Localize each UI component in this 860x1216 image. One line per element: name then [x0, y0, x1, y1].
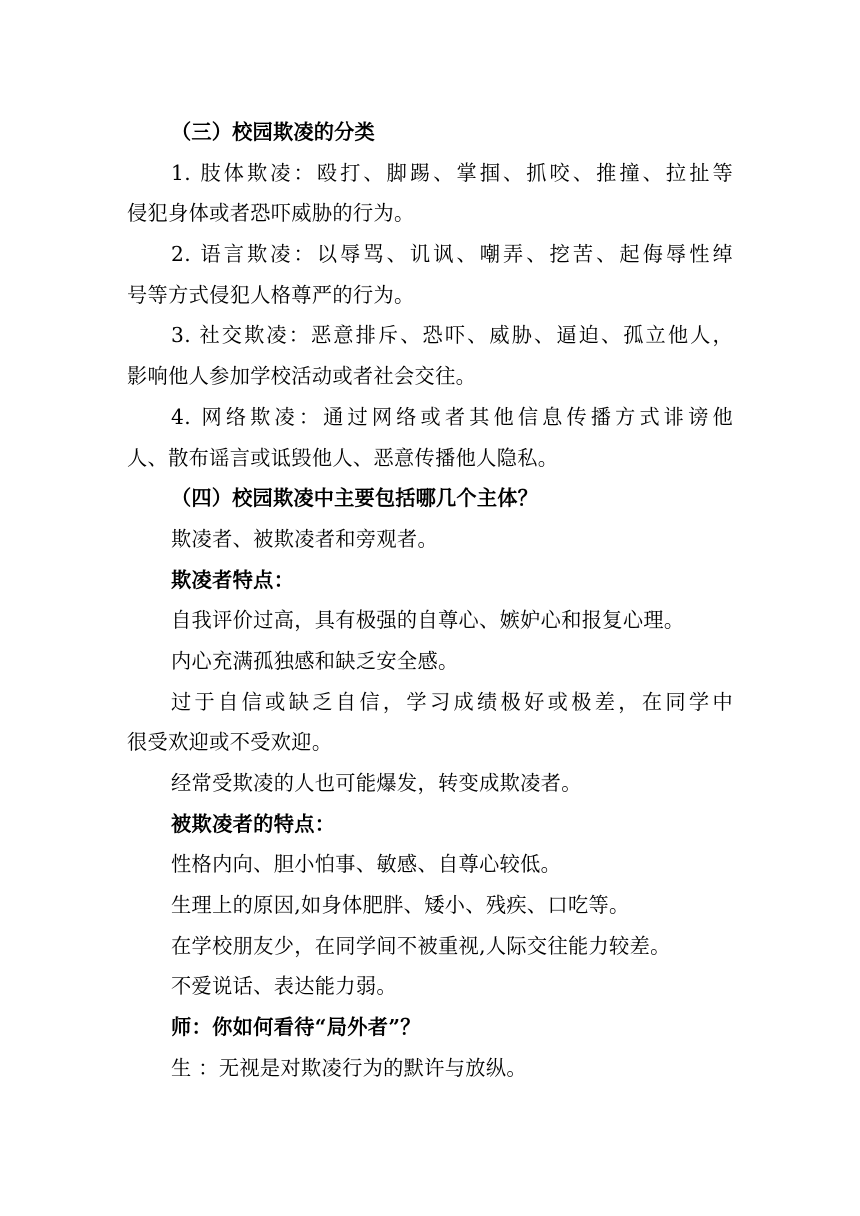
bully-trait-3: 过于自信或缺乏自信，学习成绩极好或极差，在同学中 — [171, 689, 733, 714]
victim-traits-heading: 被欺凌者的特点： — [171, 811, 336, 836]
section-heading-subjects: （四）校园欺凌中主要包括哪几个主体？ — [171, 486, 538, 511]
item-cyber-bullying: 4. 网络欺凌：通过网络或者其他信息传播方式诽谤他 — [171, 404, 733, 429]
document-body — [127, 112, 733, 1089]
item-cyber-bullying-cont: 人、散布谣言或诋毁他人、恶意传播他人隐私。 — [127, 445, 559, 470]
bully-trait-4: 经常受欺凌的人也可能爆发，转变成欺凌者。 — [171, 771, 582, 795]
victim-trait-3: 在学校朋友少，在同学间不被重视,人际交往能力较差。 — [171, 933, 671, 958]
section-heading-classification: （三）校园欺凌的分类 — [171, 120, 375, 144]
item-social-bullying: 3. 社交欺凌：恶意排斥、恐吓、威胁、逼迫、孤立他人， — [171, 323, 733, 348]
victim-trait-2: 生理上的原因,如身体肥胖、矮小、残疾、口吃等。 — [171, 893, 630, 918]
bully-trait-2: 内心充满孤独感和缺乏安全感。 — [171, 648, 459, 673]
subjects-answer: 欺凌者、被欺凌者和旁观者。 — [171, 526, 438, 551]
item-verbal-bullying: 2. 语言欺凌：以辱骂、讥讽、嘲弄、挖苦、起侮辱性绰 — [171, 242, 733, 267]
bully-trait-3-cont: 很受欢迎或不受欢迎。 — [127, 730, 333, 755]
victim-trait-1: 性格内向、胆小怕事、敏感、自尊心较低。 — [171, 852, 562, 877]
student-answer: 生 ：无视是对欺凌行为的默许与放纵。 — [171, 1055, 527, 1080]
victim-trait-4: 不爱说话、表达能力弱。 — [171, 974, 397, 999]
teacher-question: 师：你如何看待“局外者”？ — [171, 1015, 421, 1040]
item-physical-bullying: 1. 肢体欺凌：殴打、脚踢、掌掴、抓咬、推撞、拉扯等 — [171, 160, 733, 185]
bully-trait-1: 自我评价过高，具有极强的自尊心、嫉妒心和报复心理。 — [171, 608, 685, 633]
item-social-bullying-cont: 影响他人参加学校活动或者社会交往。 — [127, 364, 477, 389]
item-physical-bullying-cont: 侵犯身体或者恐吓威胁的行为。 — [127, 201, 415, 226]
item-verbal-bullying-cont: 号等方式侵犯人格尊严的行为。 — [127, 282, 415, 307]
bully-traits-heading: 欺凌者特点： — [171, 567, 295, 592]
